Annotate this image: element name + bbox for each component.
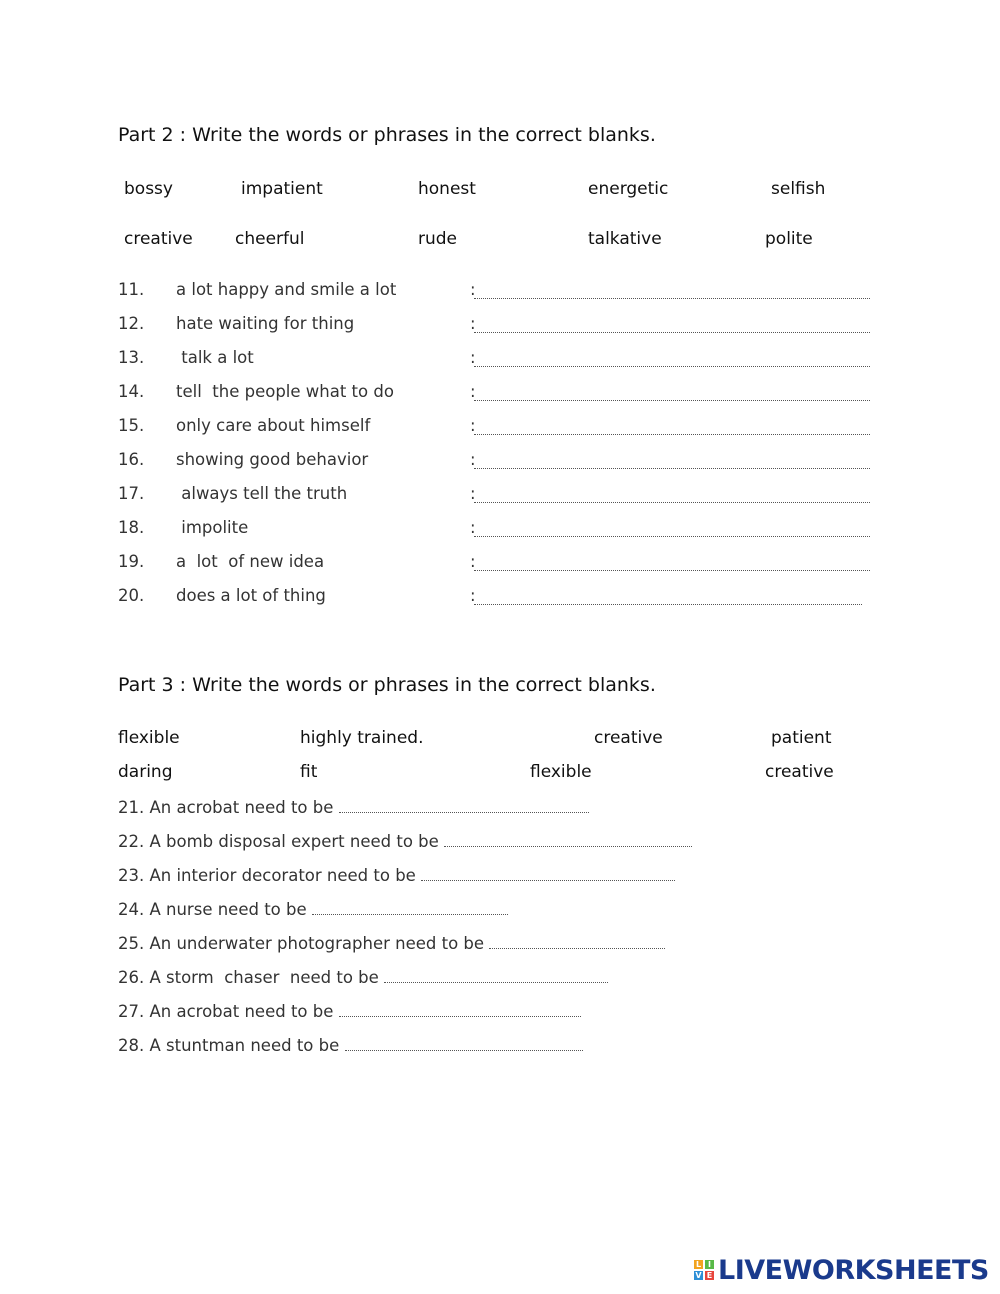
item-number: 16.: [118, 450, 145, 469]
answer-blank[interactable]: [474, 486, 870, 503]
sentence-text: 27. An acrobat need to be: [118, 1002, 339, 1021]
answer-blank[interactable]: [474, 588, 862, 605]
word-bank-item: highly trained.: [300, 728, 424, 748]
answer-blank[interactable]: [444, 830, 692, 847]
sentence-row: [118, 1000, 581, 1021]
sentence-text: 22. A bomb disposal expert need to be: [118, 832, 445, 851]
answer-blank[interactable]: [474, 452, 870, 469]
sentence-text: 25. An underwater photographer need to be: [118, 934, 490, 953]
item-colon: :: [470, 314, 476, 333]
liveworksheets-logo: [694, 1254, 989, 1286]
word-bank-item: daring: [118, 762, 173, 782]
sentence-row: [118, 932, 665, 953]
item-prompt: does a lot of thing: [176, 586, 326, 605]
item-prompt: a lot happy and smile a lot: [176, 280, 397, 299]
item-prompt: impolite: [176, 518, 249, 537]
answer-blank[interactable]: [474, 316, 870, 333]
item-number: 11.: [118, 280, 145, 299]
sentence-row: [118, 898, 508, 919]
part2-heading: Part 2 : Write the words or phrases in the correct blanks.: [118, 124, 656, 146]
item-prompt: hate waiting for thing: [176, 314, 355, 333]
answer-blank[interactable]: [474, 418, 870, 435]
item-prompt: showing good behavior: [176, 450, 369, 469]
sentence-row: [118, 1034, 583, 1055]
item-prompt: always tell the truth: [176, 484, 348, 503]
word-bank-item: cheerful: [235, 229, 305, 249]
word-bank-item: honest: [418, 179, 476, 199]
word-bank-item: flexible: [118, 728, 180, 748]
item-colon: :: [470, 382, 476, 401]
item-number: 19.: [118, 552, 145, 571]
sentence-row: [118, 864, 675, 885]
item-number: 14.: [118, 382, 145, 401]
word-bank-item: creative: [594, 728, 663, 748]
word-bank-item: impatient: [241, 179, 323, 199]
item-number: 12.: [118, 314, 145, 333]
sentence-row: [118, 830, 692, 851]
sentence-row: [118, 796, 589, 817]
answer-blank[interactable]: [384, 966, 608, 983]
logo-text: LIVEWORKSHEETS: [718, 1254, 989, 1286]
word-bank-item: creative: [124, 229, 193, 249]
logo-mark-letter: V: [695, 1271, 702, 1280]
answer-blank[interactable]: [474, 520, 870, 537]
word-bank-item: creative: [765, 762, 834, 782]
item-prompt: a lot of new idea: [176, 552, 325, 571]
word-bank-item: talkative: [588, 229, 662, 249]
answer-blank[interactable]: [421, 864, 675, 881]
item-number: 15.: [118, 416, 145, 435]
item-colon: :: [470, 586, 476, 605]
item-colon: :: [470, 348, 476, 367]
word-bank-item: selfish: [771, 179, 826, 199]
sentence-row: [118, 966, 608, 987]
word-bank-item: bossy: [124, 179, 173, 199]
answer-blank[interactable]: [474, 350, 870, 367]
word-bank-item: fit: [300, 762, 318, 782]
answer-blank[interactable]: [345, 1034, 583, 1051]
answer-blank[interactable]: [339, 1000, 581, 1017]
item-colon: :: [470, 280, 476, 299]
item-prompt: talk a lot: [176, 348, 254, 367]
item-number: 18.: [118, 518, 145, 537]
item-number: 13.: [118, 348, 145, 367]
item-number: 17.: [118, 484, 145, 503]
word-bank-item: polite: [765, 229, 813, 249]
item-colon: :: [470, 552, 476, 571]
sentence-text: 21. An acrobat need to be: [118, 798, 339, 817]
logo-mark-letter: I: [705, 1260, 714, 1269]
answer-blank[interactable]: [474, 282, 870, 299]
answer-blank[interactable]: [489, 932, 665, 949]
item-prompt: tell the people what to do: [176, 382, 394, 401]
word-bank-item: energetic: [588, 179, 669, 199]
logo-mark-icon: [694, 1260, 714, 1280]
answer-blank[interactable]: [474, 554, 870, 571]
word-bank-item: flexible: [530, 762, 592, 782]
logo-mark-letter: E: [706, 1271, 713, 1280]
sentence-text: 26. A storm chaser need to be: [118, 968, 385, 987]
item-number: 20.: [118, 586, 145, 605]
sentence-text: 23. An interior decorator need to be: [118, 866, 422, 885]
answer-blank[interactable]: [339, 796, 589, 813]
word-bank-item: rude: [418, 229, 458, 249]
item-colon: :: [470, 518, 476, 537]
item-colon: :: [470, 450, 476, 469]
sentence-text: 28. A stuntman need to be: [118, 1036, 345, 1055]
item-prompt: only care about himself: [176, 416, 371, 435]
answer-blank[interactable]: [474, 384, 870, 401]
sentence-text: 24. A nurse need to be: [118, 900, 312, 919]
item-colon: :: [470, 484, 476, 503]
logo-mark-letter: L: [695, 1260, 702, 1269]
part3-heading: Part 3 : Write the words or phrases in the correct blanks.: [118, 674, 656, 696]
word-bank-item: patient: [771, 728, 832, 748]
answer-blank[interactable]: [312, 898, 508, 915]
item-colon: :: [470, 416, 476, 435]
